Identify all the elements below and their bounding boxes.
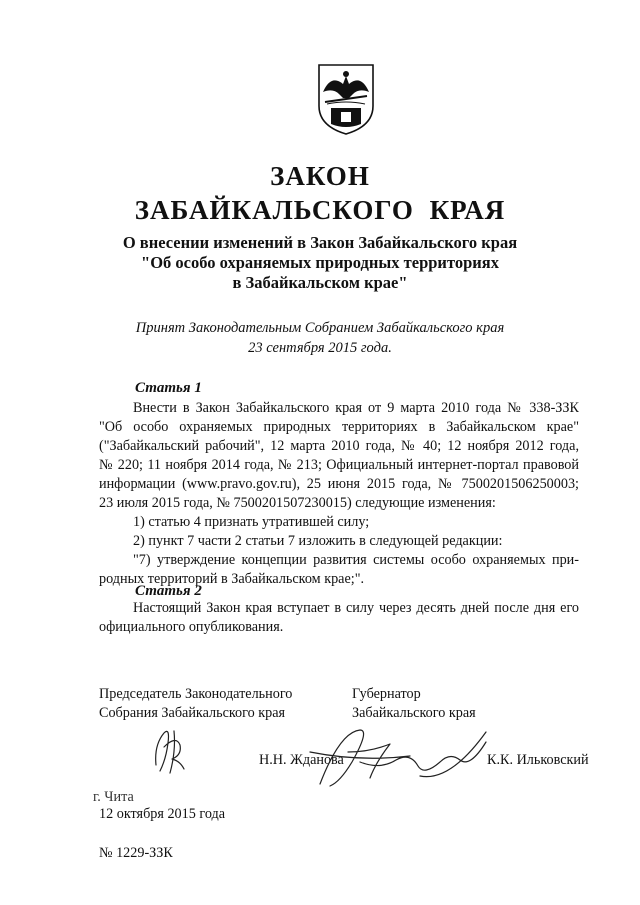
governor-signature — [300, 722, 490, 792]
article-2-heading: Статья 2 — [135, 583, 202, 599]
article-1-line-3: ("Забайкальский рабочий", 12 марта 2010 года, № 40; 12 ноября 2012 года, — [99, 438, 579, 454]
law-title: ЗАКОН — [270, 161, 370, 191]
article-1-line-2: "Об особо охраняемых природных территориях в Забайкальском крае" — [99, 419, 579, 435]
article-1-line-8: 2) пункт 7 части 2 статьи 7 изложить в следующей редакции: — [133, 533, 503, 549]
chairman-title-line-1: Председатель Законодательного — [99, 686, 293, 702]
signing-date: 12 октября 2015 года — [99, 806, 226, 822]
region-title: ЗАБАЙКАЛЬСКОГО КРАЯ — [134, 195, 506, 225]
subtitle-line-2: "Об особо охраняемых природных территориях — [141, 253, 499, 272]
article-2-line-1: Настоящий Закон края вступает в силу через десять дней после дня его — [133, 600, 579, 616]
article-1-line-10: родных территорий в Забайкальском крае;". — [99, 571, 365, 587]
chairman-title-line-2: Собрания Забайкальского края — [99, 705, 286, 721]
subtitle-line-3: в Забайкальском крае" — [232, 273, 408, 292]
governor-title-line-2: Забайкальского края — [352, 705, 476, 721]
article-1-line-7: 1) статью 4 признать утратившей силу; — [133, 514, 370, 530]
article-1-line-9: "7) утверждение концепции развития системы особо охраняемых при- — [133, 552, 579, 568]
adoption-line-2: 23 сентября 2015 года. — [248, 340, 392, 356]
article-1-line-4: № 220; 11 ноября 2014 года, № 213; Официальный интернет-портал правовой — [99, 457, 579, 473]
chairman-signature — [150, 725, 190, 777]
article-1-heading: Статья 1 — [135, 380, 202, 396]
article-2-line-2: официального опубликования. — [99, 619, 284, 635]
governor-name: К.К. Ильковский — [487, 752, 589, 768]
city: г. Чита — [93, 789, 134, 805]
governor-title-line-1: Губернатор — [352, 686, 421, 702]
adoption-line-1: Принят Законодательным Собранием Забайкальского края — [135, 320, 505, 336]
subtitle-line-1: О внесении изменений в Закон Забайкальского края — [122, 233, 518, 252]
chairman-name: Н.Н. Жданова — [259, 752, 344, 768]
law-number: № 1229-ЗЗК — [99, 845, 173, 861]
coat-of-arms-emblem — [313, 62, 379, 136]
article-1-line-1: Внести в Закон Забайкальского края от 9 марта 2010 года № 338-ЗЗК — [133, 400, 579, 416]
article-1-line-6: 23 июля 2015 года, № 7500201507230015) следующие изменения: — [99, 495, 496, 511]
article-1-line-5: информации (www.pravo.gov.ru), 25 июня 2015 года, № 7500201506250003; — [99, 476, 579, 492]
